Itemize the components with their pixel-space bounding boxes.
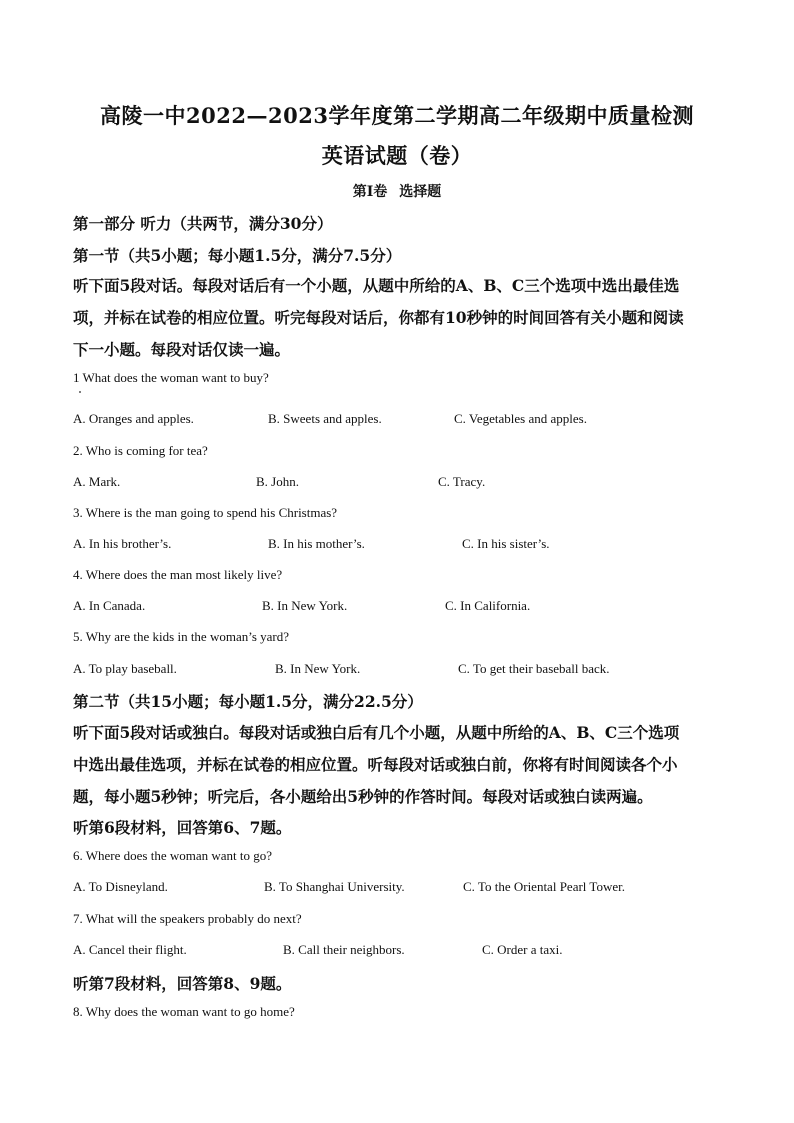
option-a: A. To Disneyland. xyxy=(73,879,168,894)
exam-title: 高陵一中2022—2023学年度第二学期高二年级期中质量检测 xyxy=(100,103,694,128)
option-b: B. In New York. xyxy=(262,598,348,613)
volume-name: 选择题 xyxy=(399,184,442,200)
volume-heading xyxy=(0,181,794,201)
question-stem: 7. What will the speakers probably do next? xyxy=(73,911,302,926)
section2-instruction-line: 中选出最佳选项，并标在试卷的相应位置。听每段对话或独白前，你将有时间阅读各个小 xyxy=(73,755,678,774)
exam-subject-title: 英语试题（卷） xyxy=(321,143,473,168)
question-stem: 4. Where does the man most likely live? xyxy=(73,567,283,582)
question-stem: 6. Where does the woman want to go? xyxy=(73,848,273,863)
option-b: B. Sweets and apples. xyxy=(268,411,382,426)
option-c: C. Vegetables and apples. xyxy=(454,411,587,426)
question-stem: 5. Why are the kids in the woman’s yard? xyxy=(73,629,290,644)
option-b: B. In his mother’s. xyxy=(268,536,365,551)
question-stem: 3. Where is the man going to spend his Christmas? xyxy=(73,505,338,520)
section2-instruction-line: 题，每小题5秒钟；听完后，各小题给出5秒钟的作答时间。每段对话或独白读两遍。 xyxy=(73,787,653,806)
option-c: C. In his sister’s. xyxy=(462,536,550,551)
option-c: C. To get their baseball back. xyxy=(458,661,610,676)
option-a: A. In Canada. xyxy=(73,598,146,613)
option-b: B. Call their neighbors. xyxy=(283,942,405,957)
option-a: A. To play baseball. xyxy=(73,661,177,676)
option-a: A. In his brother’s. xyxy=(73,536,172,551)
question-stem: 2. Who is coming for tea? xyxy=(73,443,208,458)
section2-heading: 第二节（共15小题；每小题1.5分，满分22.5分） xyxy=(73,692,423,711)
option-c: C. Order a taxi. xyxy=(482,942,563,957)
option-a: A. Mark. xyxy=(73,474,121,489)
stray-mark xyxy=(79,391,81,393)
question-stem: 1 What does the woman want to buy? xyxy=(73,370,269,385)
option-c: C. To the Oriental Pearl Tower. xyxy=(463,879,625,894)
option-b: B. John. xyxy=(256,474,299,489)
option-c: C. In California. xyxy=(445,598,531,613)
material-heading: 听第7段材料，回答第8、9题。 xyxy=(73,974,292,993)
section1-instruction-line: 下一小题。每段对话仅读一遍。 xyxy=(73,340,291,359)
option-b: B. In New York. xyxy=(275,661,361,676)
option-a: A. Oranges and apples. xyxy=(73,411,194,426)
section1-instruction-line: 项，并标在试卷的相应位置。听完每段对话后，你都有10秒钟的时间回答有关小题和阅读 xyxy=(73,308,684,327)
question-stem: 8. Why does the woman want to go home? xyxy=(73,1004,295,1019)
material-heading: 听第6段材料，回答第6、7题。 xyxy=(73,818,292,837)
section1-instruction-line: 听下面5段对话。每段对话后有一个小题，从题中所给的A、B、C三个选项中选出最佳选 xyxy=(73,276,680,295)
option-b: B. To Shanghai University. xyxy=(264,879,405,894)
part1-heading: 第一部分 听力（共两节，满分30分） xyxy=(73,214,333,233)
section2-instruction-line: 听下面5段对话或独白。每段对话或独白后有几个小题，从题中所给的A、B、C三个选项 xyxy=(73,723,680,742)
option-a: A. Cancel their flight. xyxy=(73,942,187,957)
volume-label: 第I卷 xyxy=(352,184,388,200)
section1-heading: 第一节（共5小题；每小题1.5分，满分7.5分） xyxy=(73,246,402,265)
option-c: C. Tracy. xyxy=(438,474,486,489)
